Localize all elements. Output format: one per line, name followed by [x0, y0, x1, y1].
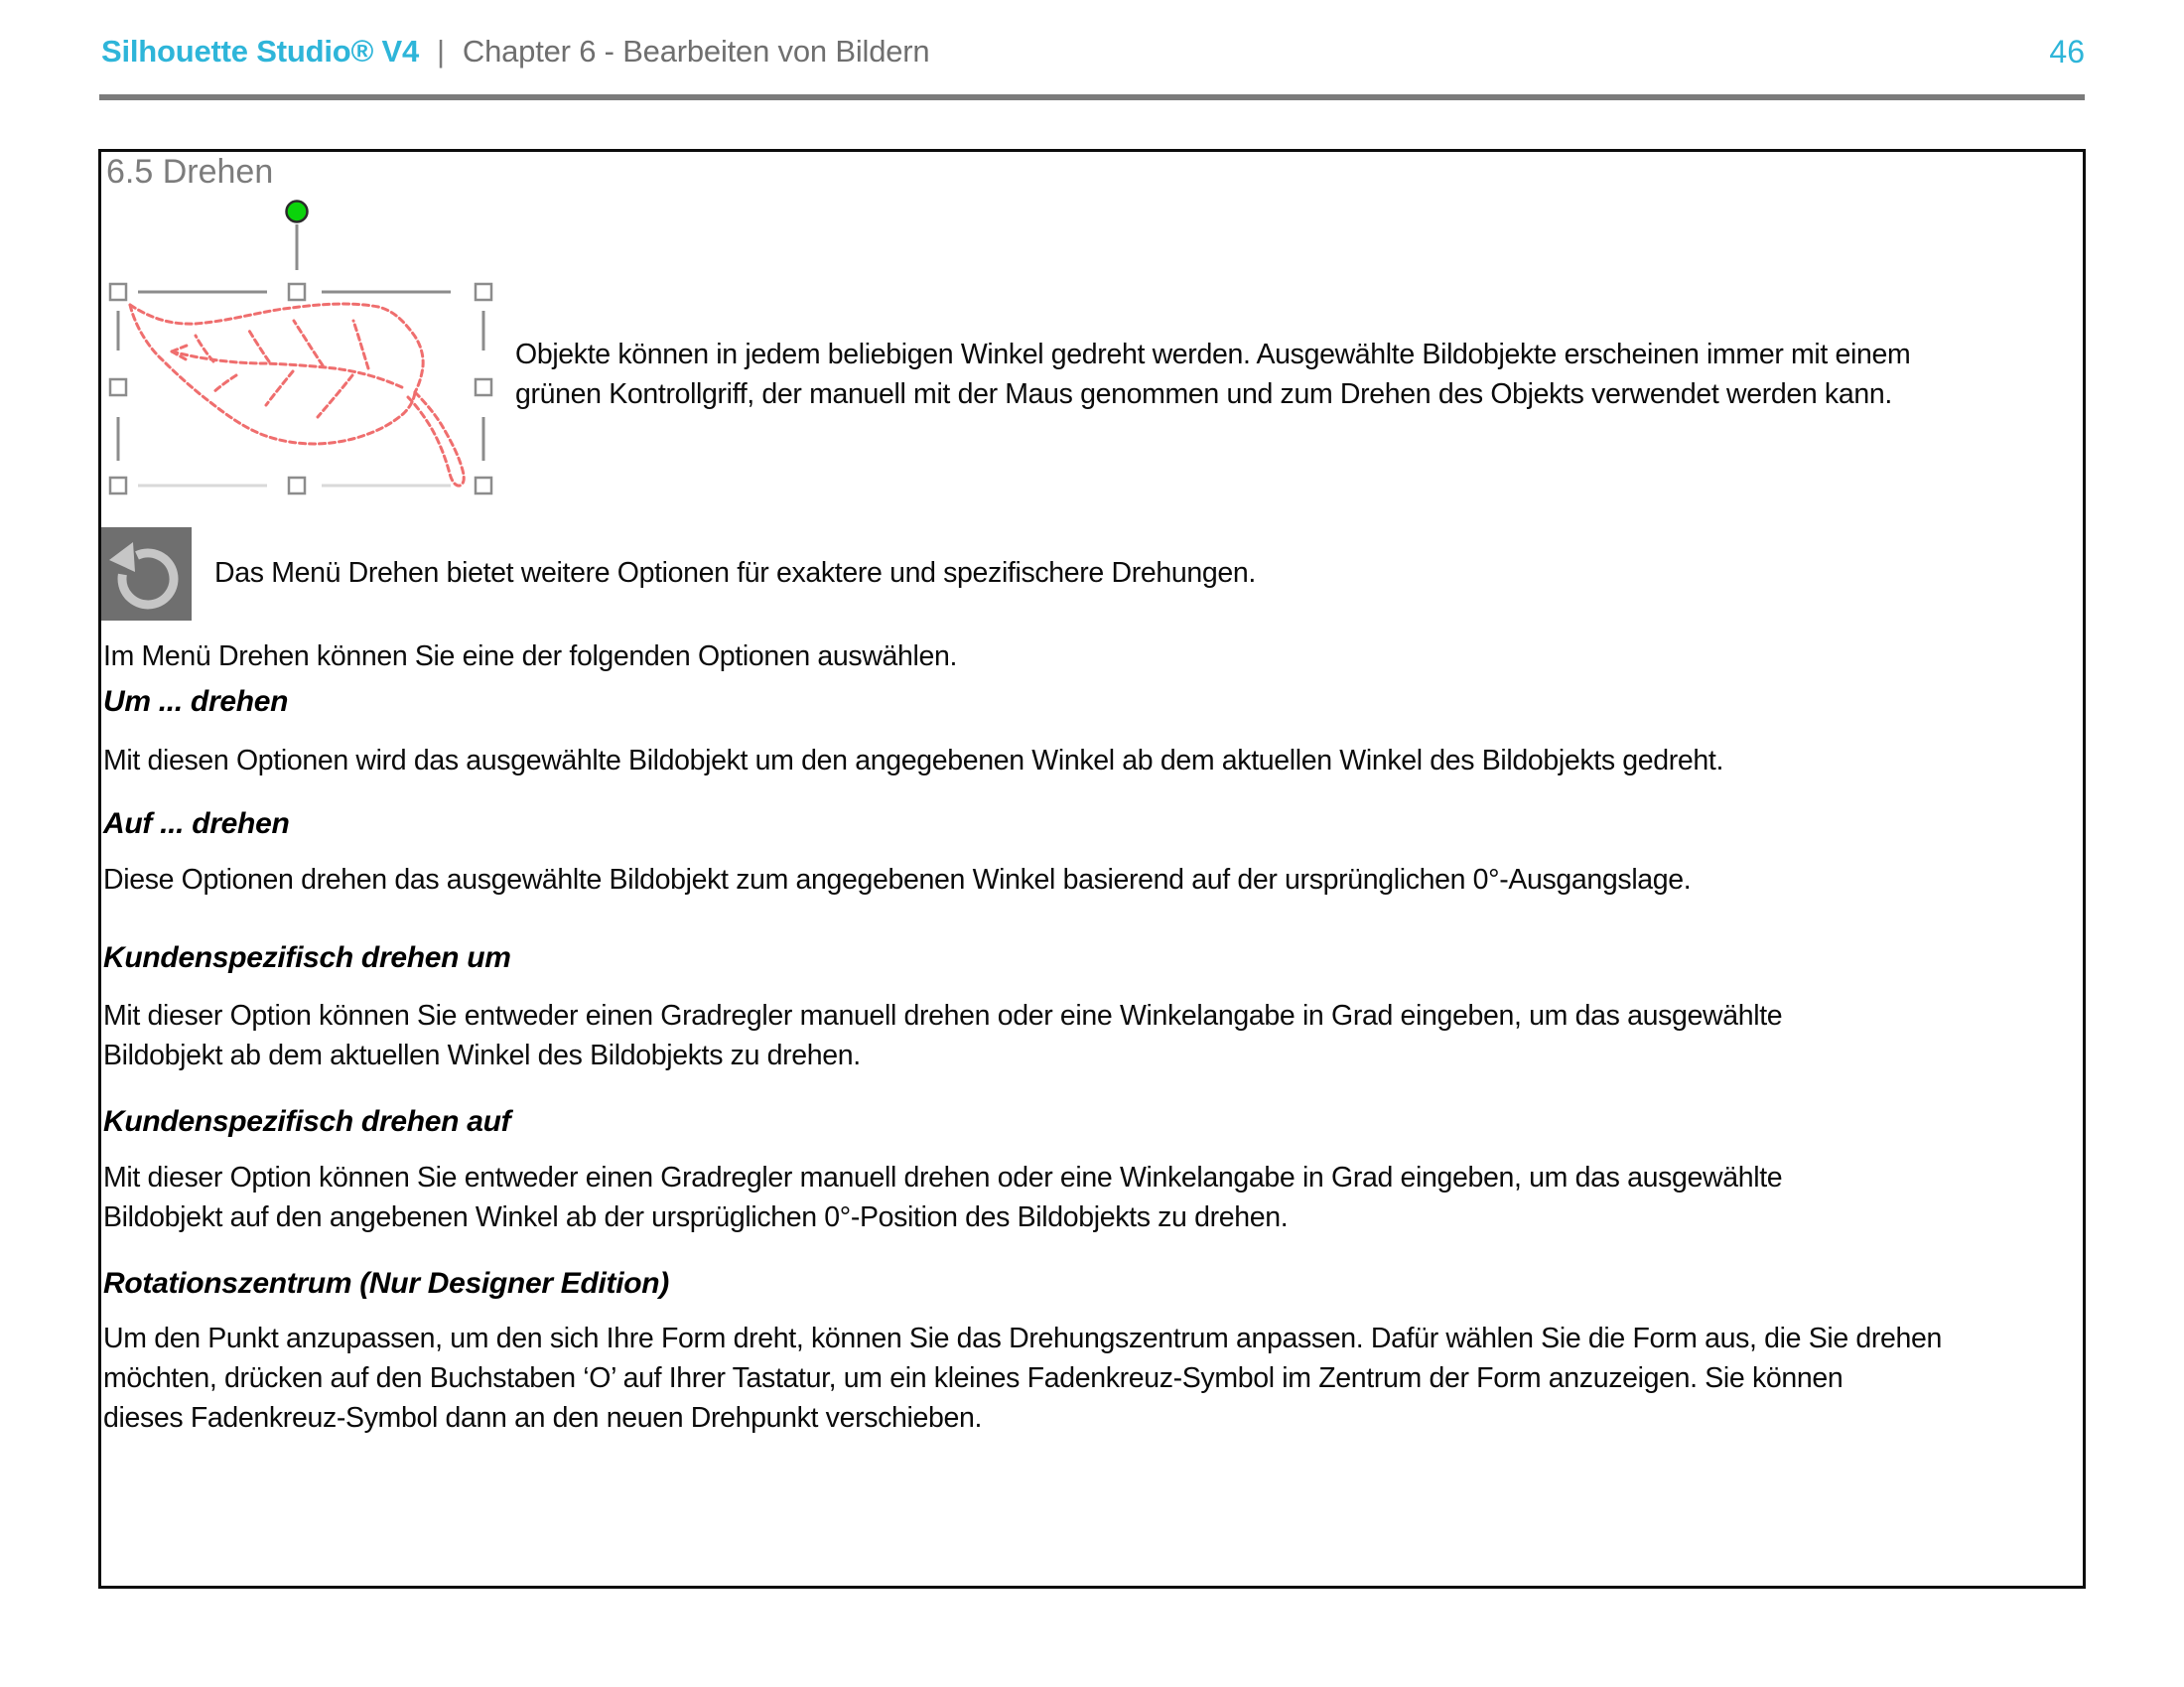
selection-handle [110, 284, 126, 300]
leaf-artwork [130, 304, 464, 486]
subsection-body [103, 860, 1691, 900]
intro-line: Objekte können in jedem beliebigen Winkel gedreht werden. Ausgewählte Bildobjekte erscheinen immer mit einem [515, 339, 1911, 370]
intro-line: grünen Kontrollgriff, der manuell mit der Maus genommen und zum Drehen des Objekts verwendet werden kann. [515, 378, 1892, 410]
subsection-body [103, 741, 1723, 780]
subsection-heading: Kundenspezifisch drehen auf [103, 1105, 511, 1138]
header-separator: | [437, 34, 445, 69]
selection-handle [476, 379, 491, 395]
body-text-line: Mit dieser Option können Sie entweder einen Gradregler manuell drehen oder eine Winkelangabe in Grad eingeben, um das ausgewählte [103, 1000, 1783, 1032]
subsection-body [103, 1319, 1942, 1438]
selection-handle [289, 284, 305, 300]
leaf-selection-figure [108, 191, 505, 498]
rotation-handle-knob [287, 202, 308, 222]
body-text-line: Um den Punkt anzupassen, um den sich Ihre Form dreht, können Sie das Drehungszentrum anpassen. Dafür wählen Sie die Form aus, die Sie drehen [103, 1323, 1943, 1354]
subsection-heading: Rotationszentrum (Nur Designer Edition) [103, 1267, 669, 1300]
subsection-body [103, 996, 1782, 1075]
selection-handle [476, 284, 491, 300]
selection-handle [476, 478, 491, 493]
chapter-title: Chapter 6 - Bearbeiten von Bildern [462, 34, 930, 69]
body-text-line: Bildobjekt ab dem aktuellen Winkel des Bildobjekts zu drehen. [103, 1040, 861, 1071]
body-text-line: möchten, drücken auf den Buchstaben ‘O’ auf Ihrer Tastatur, um ein kleines Fadenkreuz-Symbol im Zentrum der Form anzuzeigen. Sie können [103, 1362, 1843, 1394]
body-text-line: Mit diesen Optionen wird das ausgewählte Bildobjekt um den angegebenen Winkel ab dem aktuellen Winkel des Bildobjekts gedreht. [103, 745, 1724, 776]
content-frame [98, 149, 2086, 1589]
header-divider [99, 94, 2085, 100]
subsection-heading: Auf ... drehen [103, 807, 290, 840]
brand-title: Silhouette Studio® V4 [101, 34, 420, 69]
selection-marquee [118, 292, 483, 461]
subsection-heading: Um ... drehen [103, 685, 289, 718]
body-text-line: Bildobjekt auf den angebenen Winkel ab der ursprüglichen 0°-Position des Bildobjekts zu drehen. [103, 1201, 1289, 1233]
subsection-body [103, 1158, 1782, 1237]
menu-intro-text: Im Menü Drehen können Sie eine der folgenden Optionen auswählen. [103, 640, 958, 672]
selection-handles [110, 284, 491, 493]
section-title: 6.5 Drehen [106, 153, 274, 191]
selection-handle [110, 478, 126, 493]
selection-handle [289, 478, 305, 493]
body-text-line: Mit dieser Option können Sie entweder einen Gradregler manuell drehen oder eine Winkelangabe in Grad eingeben, um das ausgewählte [103, 1162, 1783, 1194]
body-text-line: Diese Optionen drehen das ausgewählte Bildobjekt zum angegebenen Winkel basierend auf der ursprünglichen 0°-Ausgangslage. [103, 864, 1692, 896]
rotate-ccw-icon [98, 527, 192, 621]
page-header [101, 34, 929, 77]
intro-paragraph [515, 335, 1910, 414]
selection-handle [110, 379, 126, 395]
note-text: Das Menü Drehen bietet weitere Optionen für exaktere und spezifischere Drehungen. [214, 557, 1256, 589]
body-text-line: dieses Fadenkreuz-Symbol dann an den neuen Drehpunkt verschieben. [103, 1402, 983, 1434]
subsection-heading: Kundenspezifisch drehen um [103, 941, 511, 974]
page-number: 46 [2049, 34, 2085, 70]
